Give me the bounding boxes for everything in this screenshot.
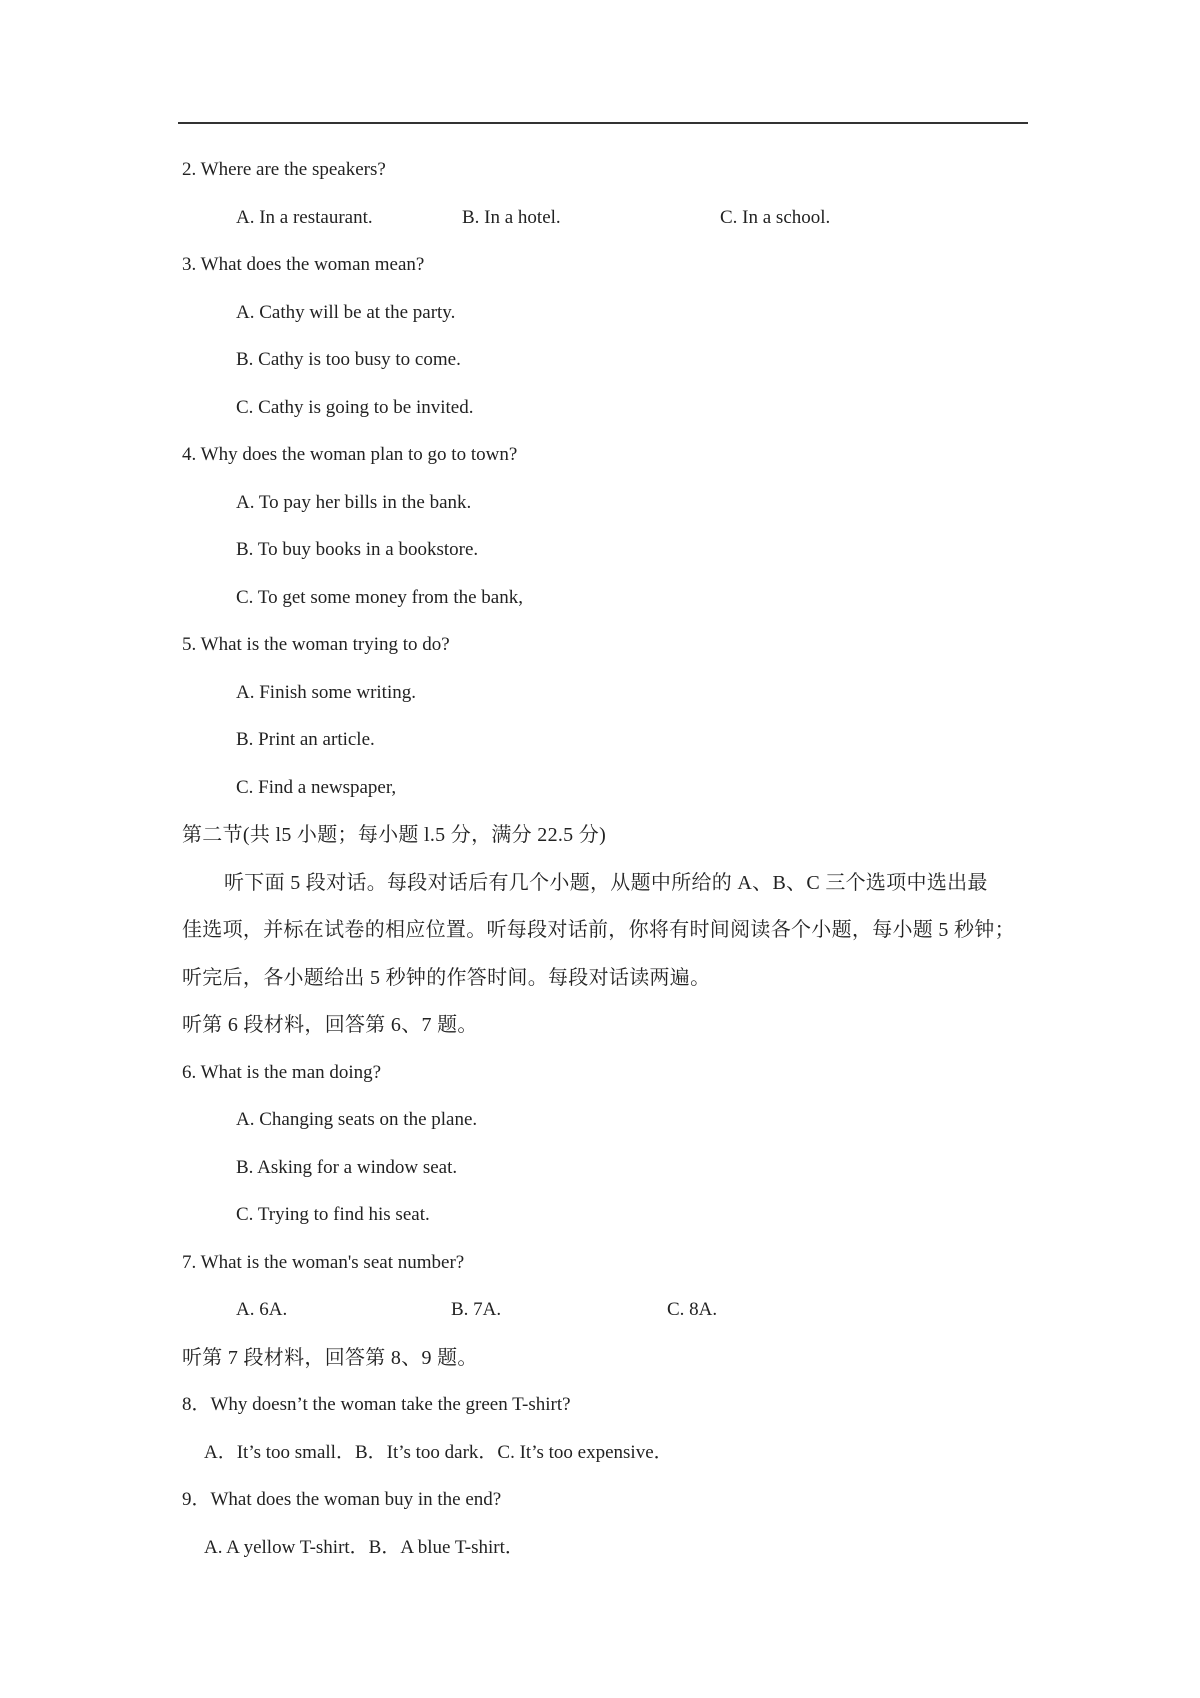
question-7: 7. What is the woman's seat number? [182,1252,465,1273]
question-9: 9．What does the woman buy in the end? [182,1489,502,1510]
option-b: B. In a hotel. [462,207,561,228]
option-b: B. 7A. [451,1299,502,1320]
option-c: C. In a school. [720,207,831,228]
header-rule [178,122,1028,124]
question-3: 3. What does the woman mean? [182,254,425,275]
option-c: C. Cathy is going to be invited. [236,397,474,418]
material-7-heading: 听第 7 段材料，回答第 8、9 题。 [182,1347,478,1369]
option-b: B. Asking for a window seat. [236,1157,458,1178]
option-a: A. In a restaurant. [236,207,373,228]
option-a: A. Cathy will be at the party. [236,302,456,323]
option-c: C. Trying to find his seat. [236,1204,430,1225]
instructions-line-2: 佳选项，并标在试卷的相应位置。听每段对话前，你将有时间阅读各个小题，每小题 5 秒钟； [182,919,1015,941]
option-a: A. Changing seats on the plane. [236,1109,478,1130]
option-b: B. Cathy is too busy to come. [236,349,461,370]
option-b: B. Print an article. [236,729,375,750]
option-a: A. Finish some writing. [236,682,416,703]
question-6: 6. What is the man doing? [182,1062,382,1083]
question-8-options: A．It’s too small．B．It’s too dark．C. It’s too expensive． [204,1442,673,1463]
question-8: 8．Why doesn’t the woman take the green T-shirt? [182,1394,571,1415]
section-heading: 第二节(共 l5 小题；每小题 l.5 分，满分 22.5 分) [182,824,607,846]
option-a: A. To pay her bills in the bank. [236,492,472,513]
option-c: C. Find a newspaper, [236,777,397,798]
option-a: A. 6A. [236,1299,288,1320]
question-9-options: A. A yellow T-shirt．B．A blue T-shirt． [204,1537,524,1558]
question-4: 4. Why does the woman plan to go to town? [182,444,518,465]
instructions-line-1: 听下面 5 段对话。每段对话后有几个小题，从题中所给的 A、B、C 三个选项中选出最 [224,872,988,894]
option-c: C. To get some money from the bank, [236,587,523,608]
material-6-heading: 听第 6 段材料，回答第 6、7 题。 [182,1014,478,1036]
question-5: 5. What is the woman trying to do? [182,634,450,655]
option-b: B. To buy books in a bookstore. [236,539,479,560]
instructions-line-3: 听完后，各小题给出 5 秒钟的作答时间。每段对话读两遍。 [182,967,711,989]
option-c: C. 8A. [667,1299,718,1320]
question-2: 2. Where are the speakers? [182,159,386,180]
